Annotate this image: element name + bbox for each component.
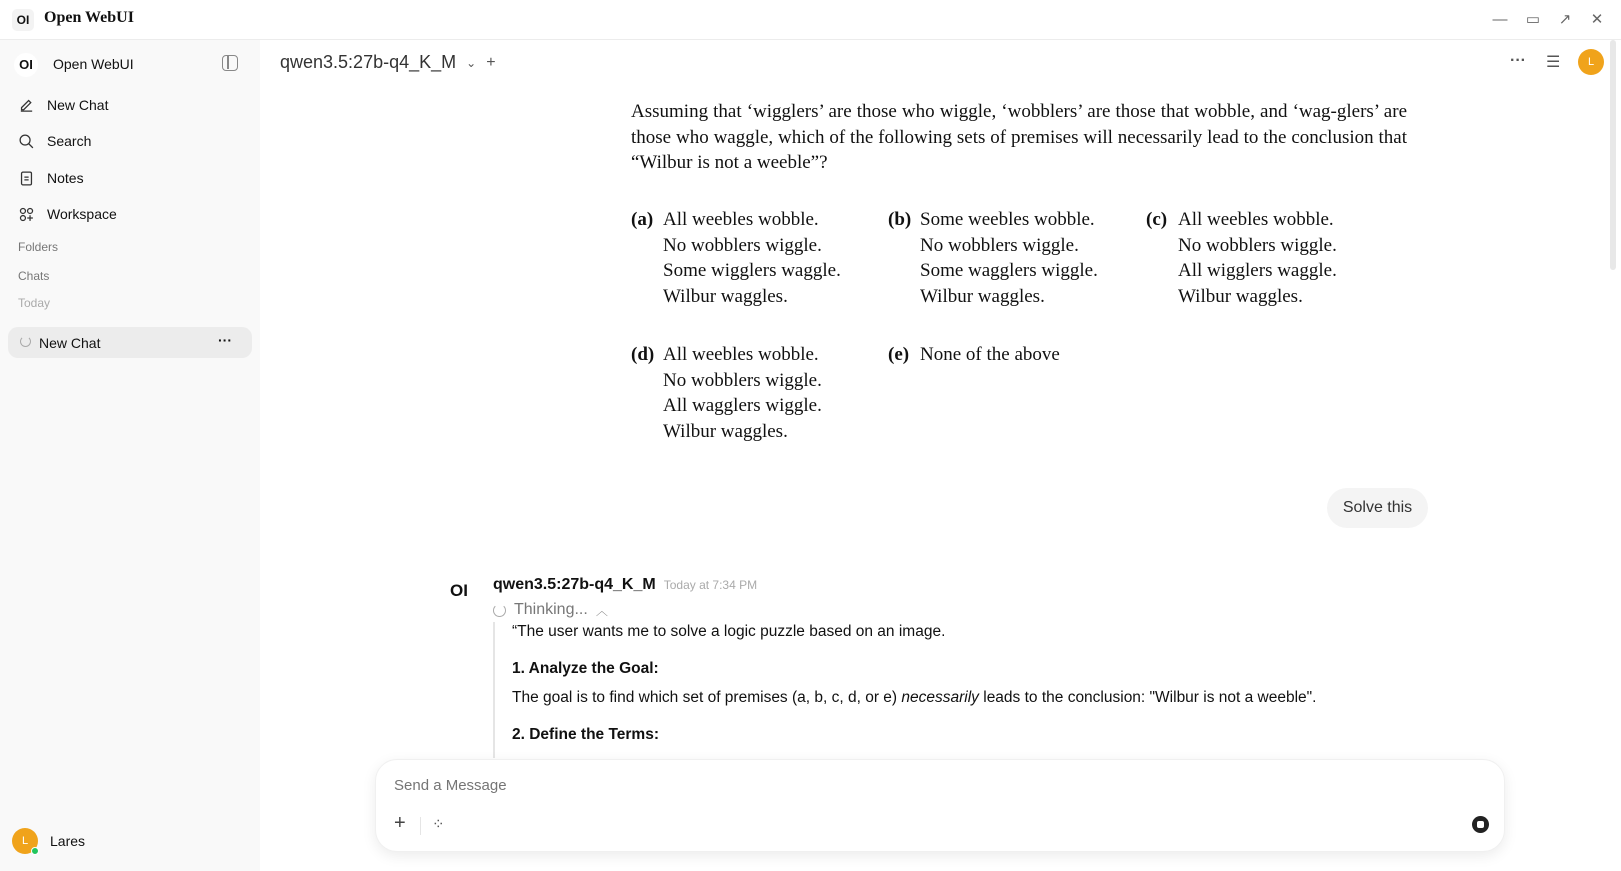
stop-icon [1477,821,1484,828]
scrollbar[interactable] [1610,40,1616,270]
thinking-heading: 2. Define the Terms: [512,726,660,743]
user-name: Lares [50,833,86,849]
minimize-icon[interactable]: — [1492,11,1508,28]
header-avatar[interactable]: L [1578,49,1604,75]
stop-generation-button[interactable] [1472,816,1489,833]
add-model-icon[interactable]: + [486,53,496,71]
more-options-icon[interactable]: ··· [1510,52,1526,69]
model-name: qwen3.5:27b-q4_K_M [280,52,457,72]
folders-heading[interactable]: Folders [18,240,59,254]
assistant-header [493,576,757,594]
assistant-model-name: qwen3.5:27b-q4_K_M [493,576,656,593]
chevron-down-icon: ⌄ [466,55,477,70]
sidebar-brand: Open WebUI [53,56,134,72]
sidebar-item-label: New Chat [47,97,109,113]
notes-icon [18,170,35,187]
chats-heading[interactable]: Chats [18,269,50,283]
chevron-up-icon: ︿ [595,603,608,618]
thinking-paragraph: The goal is to find which set of premises (a, b, c, d, or e) necessarily leads to the conclusion: "Wilbur is not a weeble". [512,689,1317,706]
sidebar-item-label: Search [47,133,92,149]
loading-spinner-icon [493,604,506,617]
message-composer [375,759,1505,852]
thinking-status: Thinking... [514,601,588,618]
option-d: (d) All weebles wobble. No wobblers wiggle. All wagglers wiggle. Wilbur waggles. [631,344,822,442]
add-attachment-icon[interactable]: + [394,812,406,834]
user-menu[interactable] [12,828,85,854]
sidebar-item-workspace[interactable] [18,201,248,227]
option-e: (e) None of the above [888,344,1060,365]
online-status-icon [31,847,39,855]
thinking-heading: 1. Analyze the Goal: [512,660,659,677]
divider [420,817,421,835]
sidebar-item-new-chat[interactable] [18,92,248,118]
option-c: (c) All weebles wobble. No wobblers wiggle. All wigglers waggle. Wilbur waggles. [1146,209,1337,307]
chat-title: New Chat [39,335,101,351]
sidebar-item-label: Notes [47,170,84,186]
assistant-logo: OI [450,581,468,600]
today-heading: Today [18,296,51,310]
option-b: (b) Some weebles wobble. No wobblers wiggle. Some wagglers wiggle. Wilbur waggles. [888,209,1098,307]
sidebar-item-notes[interactable] [18,165,248,191]
sidebar [0,40,260,871]
message-timestamp: Today at 7:34 PM [663,578,758,592]
option-a: (a) All weebles wobble. No wobblers wiggle. Some wigglers waggle. Wilbur waggles. [631,209,841,307]
window-title: Open WebUI [44,9,134,26]
app-logo: OI [12,9,34,31]
chat-list-item[interactable] [8,327,252,358]
thinking-content [493,622,1393,758]
sidebar-item-label: Workspace [47,206,117,222]
search-icon [18,133,35,150]
model-selector[interactable] [280,52,496,73]
message-input[interactable] [394,772,1394,798]
avatar: L [12,828,38,854]
question-image-text: Assuming that ‘wigglers’ are those who wiggle, ‘wobblers’ are those that wobble, and ‘wag-glers’ are those who waggle, which of the following sets of premises will necessarily lead to the conclusion that “Wilbur is not a weeble”? [631,101,1407,173]
more-options-icon[interactable]: ··· [218,332,232,348]
close-icon[interactable]: ✕ [1590,11,1604,28]
controls-sliders-icon[interactable]: ☰ [1546,54,1561,71]
loading-spinner-icon [20,336,31,347]
sidebar-item-search[interactable] [18,128,248,154]
integrations-icon[interactable]: ⁘ [432,816,445,833]
workspace-icon [18,206,35,223]
popout-icon[interactable]: ↗ [1558,11,1572,28]
thinking-paragraph: “The user wants me to solve a logic puzzle based on an image. [512,623,946,640]
pencil-square-icon [18,97,35,114]
sidebar-logo: OI [14,53,38,77]
sidebar-toggle-icon[interactable] [222,55,238,71]
thinking-toggle[interactable] [493,601,608,619]
maximize-icon[interactable]: ▭ [1525,11,1541,28]
title-bar [0,0,1621,40]
user-message-bubble: Solve this [1327,488,1428,528]
